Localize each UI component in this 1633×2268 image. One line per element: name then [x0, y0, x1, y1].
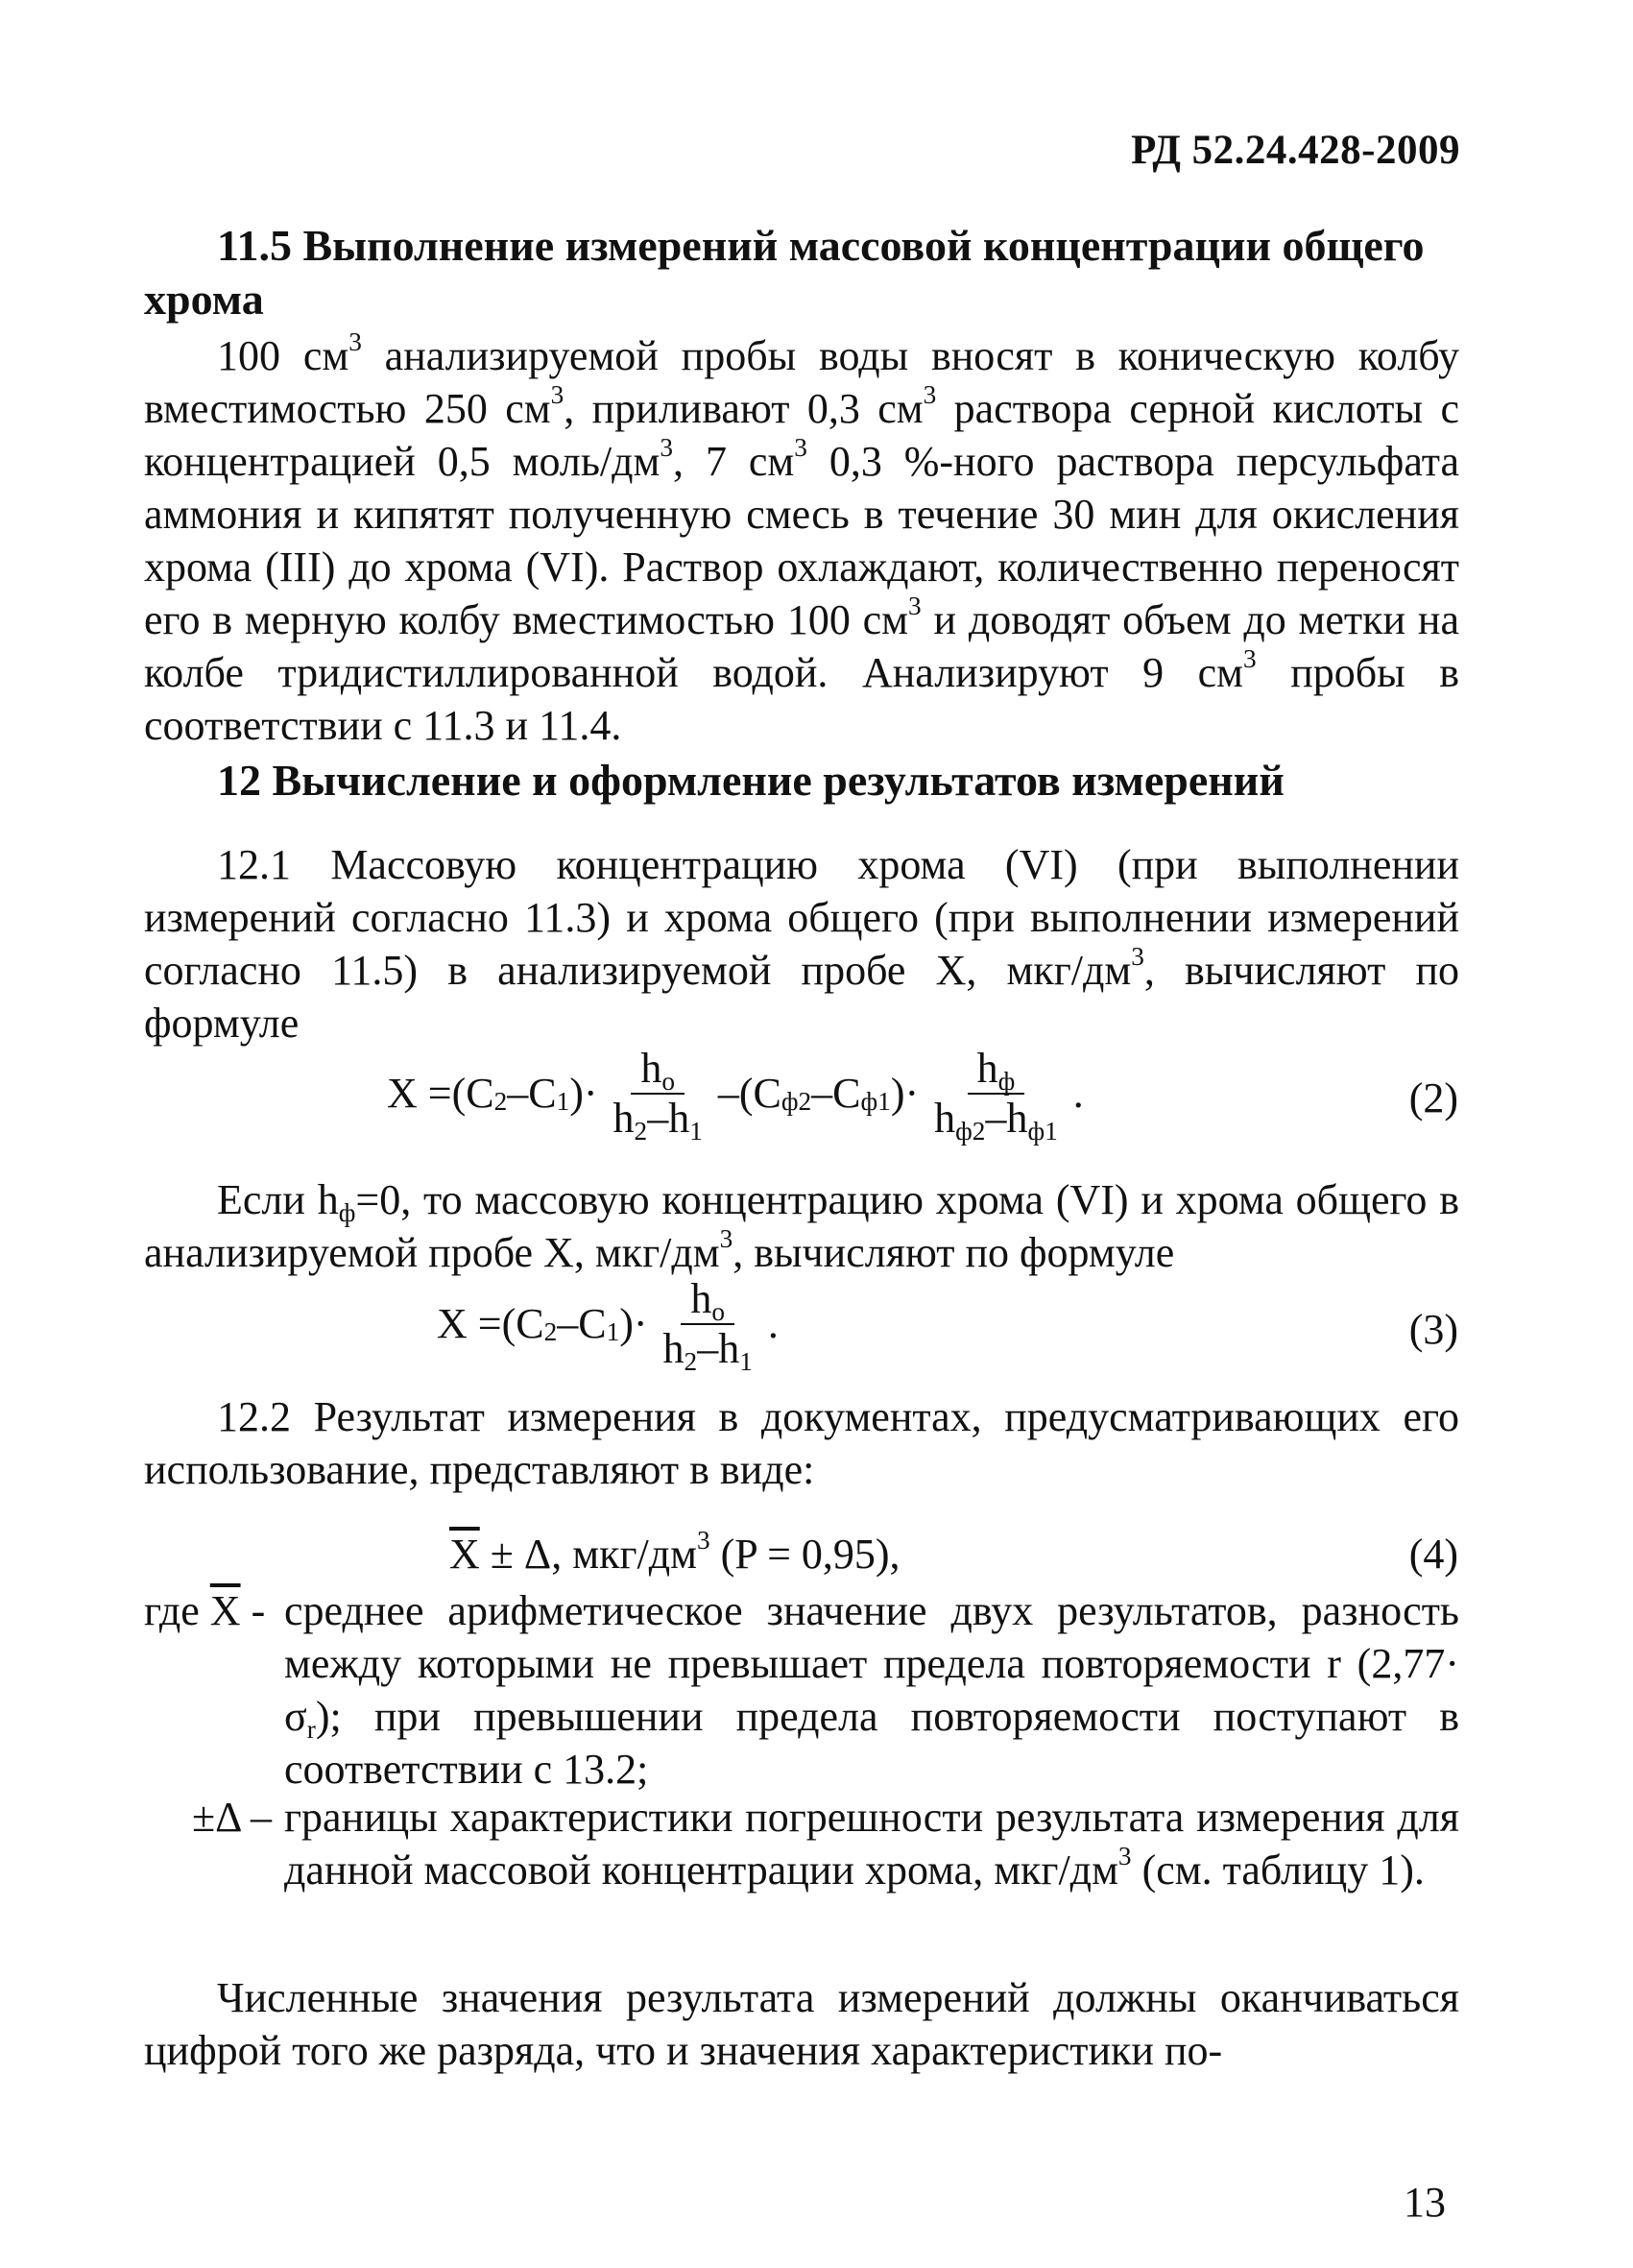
section-11-5-paragraph: 100 $см^3$ анализируемой пробы воды вносят в коническую колбу вместимостью 250 $см^3$, приливают 0,3 $см^3$ раствора серной кислоты с концентрацией 0,5 моль/$дм^3$, 7 $см^3$ 0,3 %-ного раствора персульфата аммония и кипятят полученную смесь в течение 30 мин для окисления хрома (III) до хрома (VI). Раствор охлаждают, количественно переносят его в мерную колбу вместимостью 100 $см^3$ и доводят объем до метки на колбе тридистиллированной водой. Анализируют 9 $см^3$ пробы в соответствии с 11.3 и 11.4. — [144, 326, 1459, 749]
document-number: РД 52.24.428-2009 — [1131, 128, 1460, 173]
section-12-heading: 12 Вычисление и оформление результатов измерений — [217, 756, 1285, 805]
equation-number-3: (3) — [1408, 1306, 1458, 1353]
fraction-1: $\frac{h_o}{h_2-h_1}$ — [612, 1045, 703, 1146]
formula-3: X =(C $_2$ –C $_1$ )· $\frac{h_o}{h_2-h_1}$ . — [437, 1275, 779, 1377]
fraction-3: $\frac{h_o}{h_2-h_1}$ — [662, 1275, 753, 1377]
final-paragraph: Численные значения результата измерений должны оканчиваться цифрой того же разряда, что и значения характеристики по- — [144, 1974, 1459, 2074]
equation-number-4: (4) — [1408, 1531, 1458, 1578]
formula-4: $\overline{X} \pm \Delta$, мкг/$дм^3$ (P = 0,95), — [449, 1525, 901, 1578]
definition-term-delta: ±Δ – — [192, 1794, 273, 1841]
section-12-2-paragraph: 12.2 Результат измерения в документах, предусматривающих его использование, представляют в виде: — [144, 1393, 1459, 1493]
condition-paragraph: Если $h_ф=0$, то массовую концентрацию хрома (VI) и хрома общего в анализируемой пробе X, мкг/$дм^3$, вычисляют по формуле — [144, 1176, 1459, 1276]
equation-number-2: (2) — [1408, 1074, 1458, 1122]
formula-2: X =(C $_2$ –C $_1$ )· $\frac{h_o}{h_2-h_1}$ –(C $_{ф2}$ –C $_{ф1}$ )· $\frac{h_ф}{h_{ф2}-h_{ф1}}$ . — [387, 1045, 1084, 1146]
definition-delta: границы характеристики погрешности результата измерения для данной массовой концентрации хрома, мкг/$дм^3$ (см. таблицу 1). — [284, 1794, 1459, 1894]
section-11-5-heading: 11.5 Выполнение измерений массовой концентрации общего хрома — [144, 221, 1425, 324]
page-number: 13 — [1404, 2179, 1446, 2226]
fraction-2: $\frac{h_ф}{h_{ф2}-h_{ф1}}$ — [934, 1045, 1058, 1146]
definition-term-x-bar: где $\overline{X}$ - — [144, 1587, 266, 1634]
definition-x-bar: среднее арифметическое значение двух результатов, разность между которыми не превышает предела повторяемости r $(2,77\cdot \sigma_r)$; при превышении предела повторяемости поступают в соответствии с 13.2; — [284, 1587, 1459, 1793]
section-12-1-paragraph: 12.1 Массовую концентрацию хрома (VI) (при выполнении измерений согласно 11.3) и хрома общего (при выполнении измерений согласно 11.5) в анализируемой пробе X, мкг/$дм^3$, вычисляют по формуле — [144, 841, 1459, 1047]
